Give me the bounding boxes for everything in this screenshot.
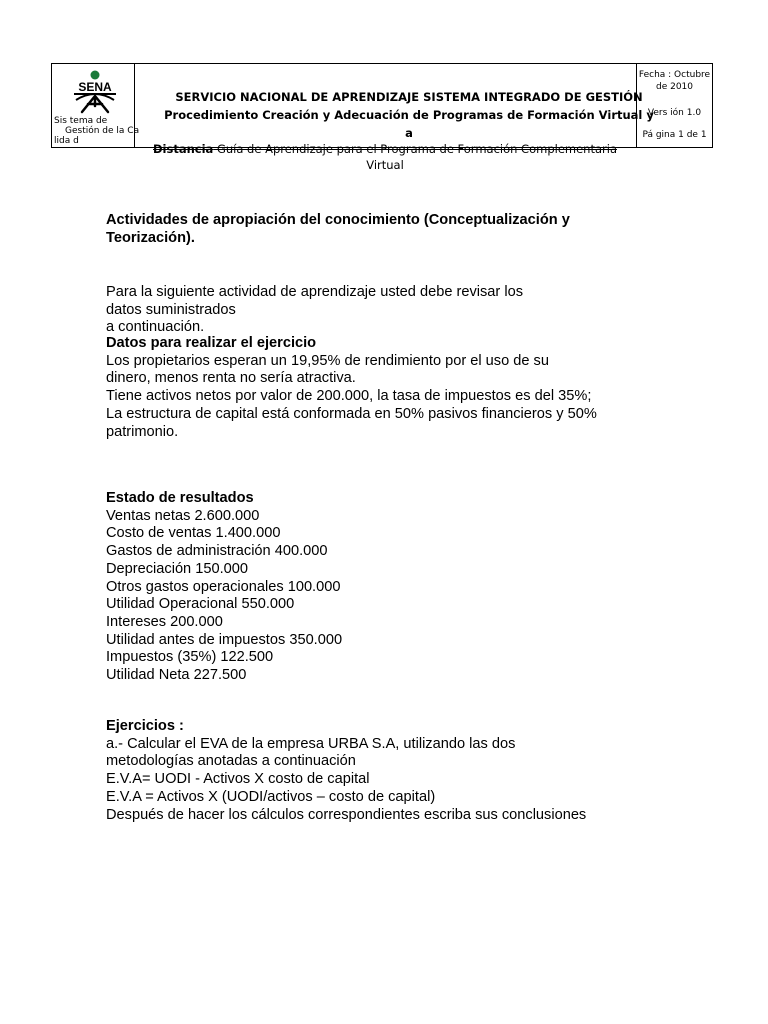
title-cell [134,64,684,147]
sena-logo-icon [70,70,120,114]
estado-line: Impuestos (35%) 122.500 [106,649,274,666]
logo-caption-line: Sis tema de [54,116,108,126]
date-label: Fecha : Octubre [638,70,711,80]
datos-section [106,335,666,441]
datos-line: Tiene activos netos por valor de 200.000, la tasa de impuestos es del 35%; [106,388,592,405]
intro-line: Para la siguiente actividad de aprendizaje usted debe revisar los [106,284,523,300]
intro-paragraph [106,284,666,337]
estado-line: Utilidad Neta 227.500 [106,667,247,684]
document-header [51,63,713,148]
logo-caption-line: lida d [54,136,79,146]
datos-line: dinero, menos renta no sería atractiva. [106,370,356,387]
date-value: de 2010 [655,82,693,92]
ejercicios-section [106,718,666,824]
datos-line: patrimonio. [106,423,179,440]
ejercicios-line: Después de hacer los cálculos correspondientes escriba sus conclusiones [106,806,587,823]
estado-line: Depreciación 150.000 [106,560,248,577]
subtitle-rest: Guía de Aprendizaje para el Programa de Formación Complementaria [213,142,617,156]
ejercicios-line: E.V.A = Activos X (UODI/activos – costo de capital) [106,788,436,805]
estado-heading: Estado de resultados [106,490,254,506]
estado-line: Intereses 200.000 [106,613,223,630]
subtitle-line [133,141,637,157]
ejercicios-line: metodologías anotadas a continuación [106,753,356,770]
logo-text: SENA [78,80,112,94]
section-heading-line: Teorización). [106,229,195,246]
meta-cell [636,64,712,147]
estado-line: Utilidad Operacional 550.000 [106,596,295,613]
datos-line: La estructura de capital está conformada en 50% pasivos financieros y 50% [106,405,597,422]
intro-line: a continuación. [106,319,205,336]
subtitle-line: Virtual [366,158,404,172]
section-heading-line: Actividades de apropiación del conocimiento (Conceptualización y [106,212,570,228]
intro-line: datos suministrados [106,301,236,318]
ejercicios-line: E.V.A= UODI - Activos X costo de capital [106,771,370,788]
estado-line: Otros gastos operacionales 100.000 [106,578,341,595]
datos-heading: Datos para realizar el ejercicio [106,335,317,351]
subtitle-bold: Distancia [153,142,214,156]
page-number: Pá gina 1 de 1 [642,130,707,140]
title-line: a [405,126,413,140]
title-line: SERVICIO NACIONAL DE APRENDIZAJE SISTEMA INTEGRADO DE GESTIÓN [175,90,643,104]
estado-line: Ventas netas 2.600.000 [106,507,260,524]
estado-line: Costo de ventas 1.400.000 [106,525,281,542]
version-label: Vers ión 1.0 [647,108,702,118]
estado-line: Utilidad antes de impuestos 350.000 [106,631,343,648]
document-subtitle [133,141,637,173]
logo-cell [52,64,140,147]
logo-caption-line: Gestión de la Ca [65,126,140,136]
estado-line: Gastos de administración 400.000 [106,543,328,560]
section-heading [106,212,666,247]
document-title [134,88,684,142]
ejercicios-heading: Ejercicios : [106,718,184,734]
estado-section [106,490,666,685]
ejercicios-line: a.- Calcular el EVA de la empresa URBA S.A, utilizando las dos [106,735,516,752]
datos-line: Los propietarios esperan un 19,95% de rendimiento por el uso de su [106,352,549,369]
title-line: Procedimiento Creación y Adecuación de Programas de Formación Virtual y [164,108,654,122]
